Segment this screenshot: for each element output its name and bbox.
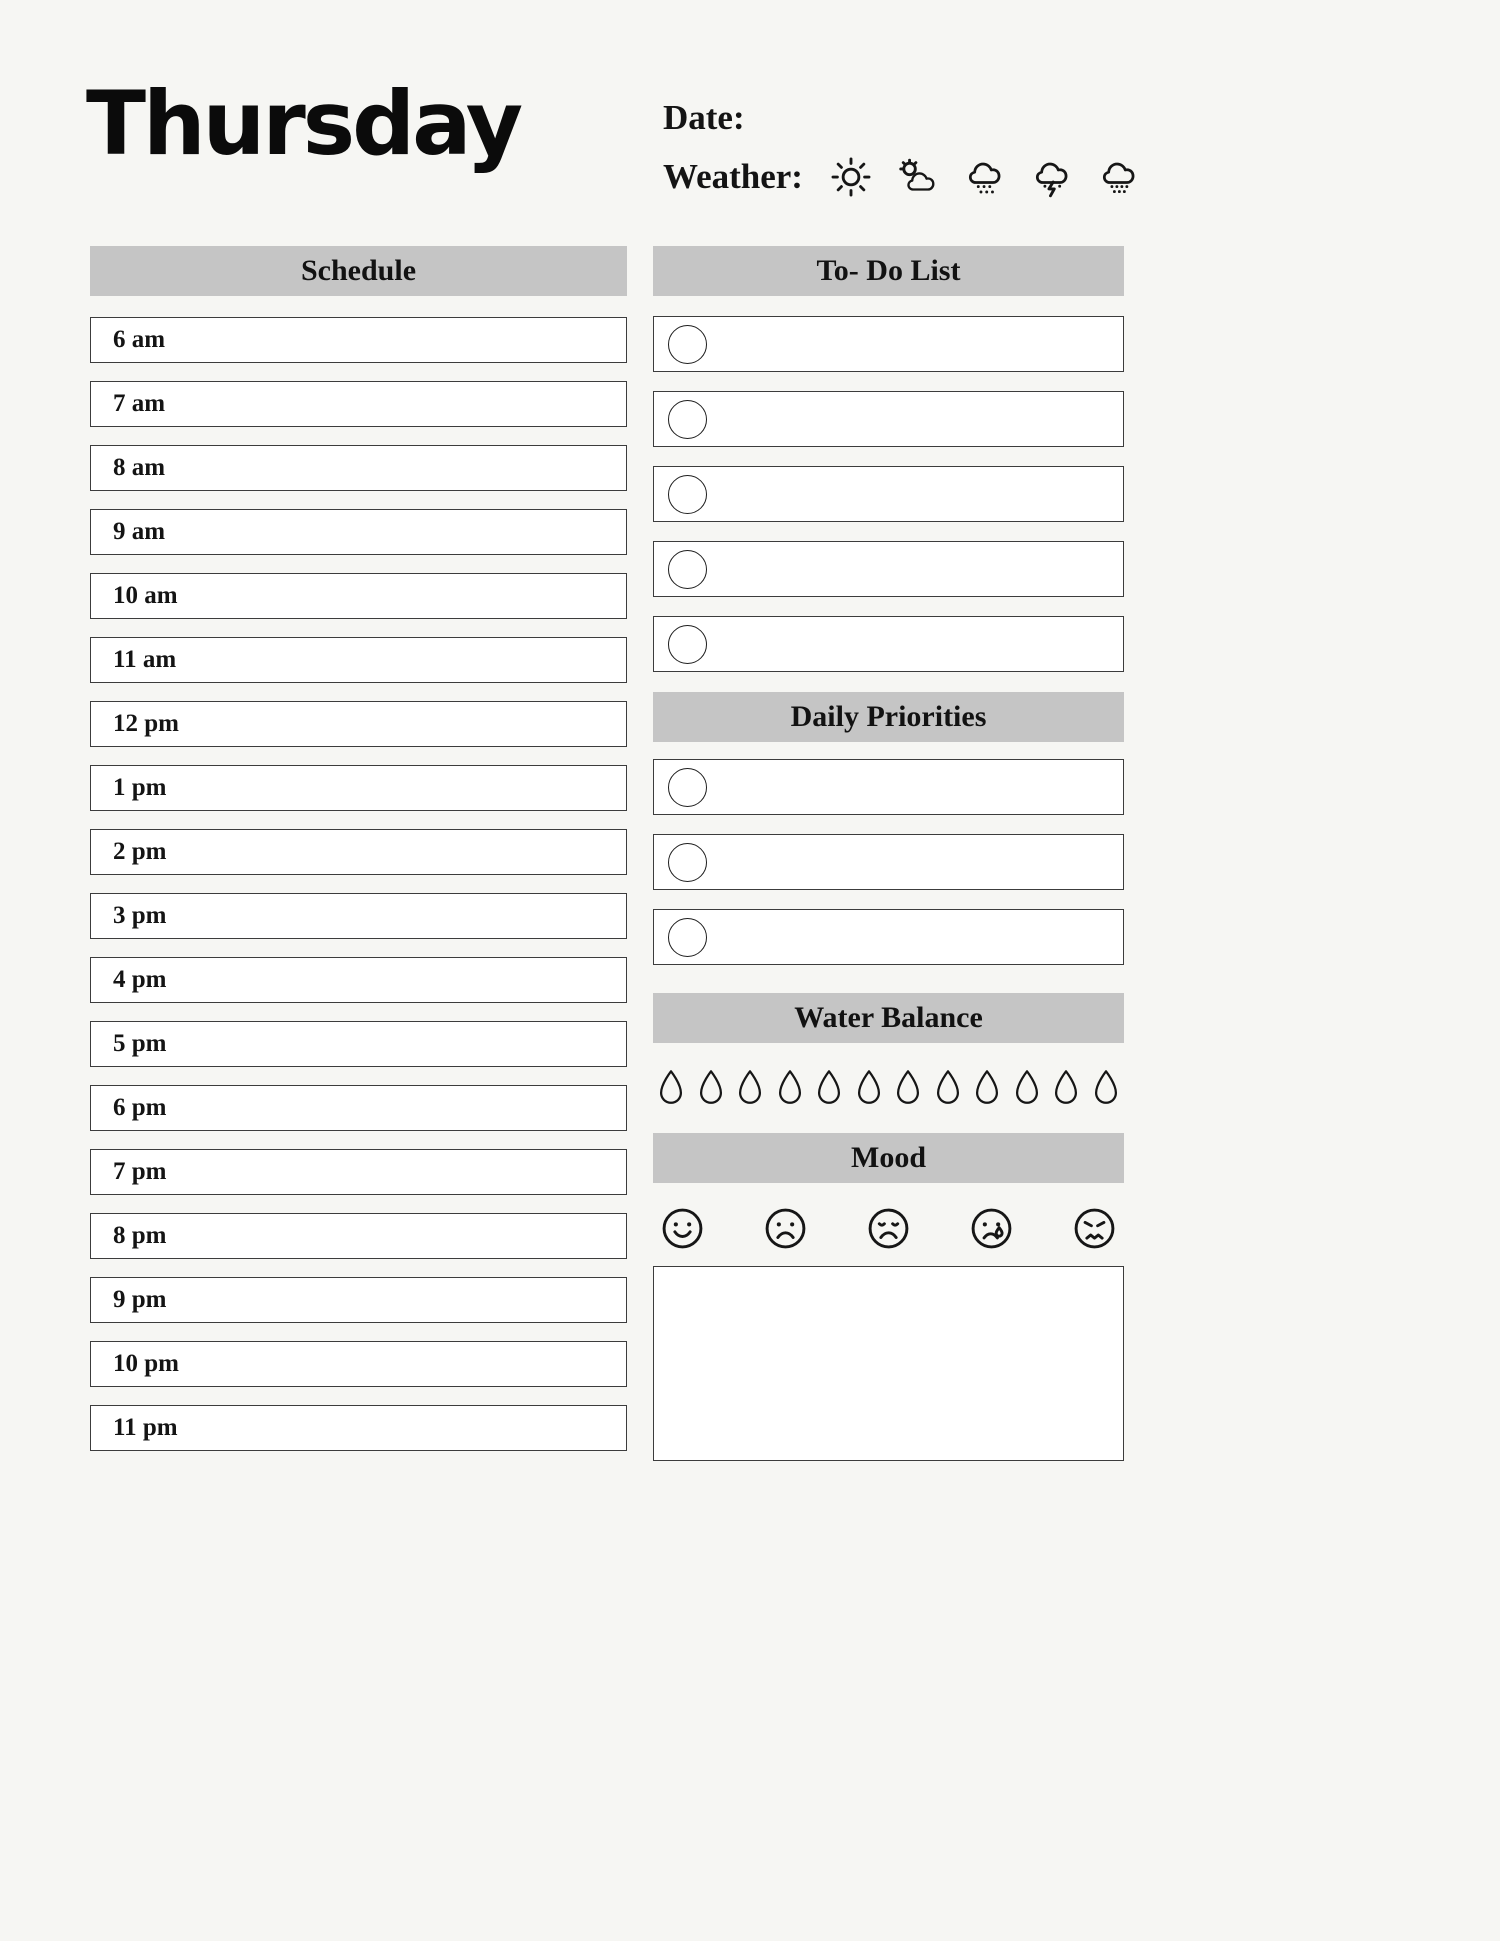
schedule-slot-label: 7 pm [113, 1158, 167, 1185]
priority-checkbox-circle[interactable] [668, 843, 707, 882]
water-drop-icon[interactable] [814, 1067, 844, 1111]
water-drop-icon[interactable] [1091, 1067, 1121, 1111]
schedule-slot-label: 12 pm [113, 710, 179, 737]
priority-checkbox-circle[interactable] [668, 768, 707, 807]
sun-behind-cloud-icon[interactable] [895, 154, 941, 200]
schedule-slot[interactable] [90, 957, 627, 1003]
schedule-slot[interactable] [90, 765, 627, 811]
date-label: Date: [663, 98, 745, 137]
mood-angry-icon[interactable] [1071, 1205, 1118, 1252]
water-drop-icon[interactable] [1012, 1067, 1042, 1111]
water-drop-icon[interactable] [656, 1067, 686, 1111]
schedule-header: Schedule [90, 246, 627, 296]
mood-selector [653, 1205, 1124, 1252]
mood-weary-icon[interactable] [865, 1205, 912, 1252]
priority-checkbox-circle[interactable] [668, 918, 707, 957]
schedule-slot[interactable] [90, 381, 627, 427]
water-drop-icon[interactable] [1051, 1067, 1081, 1111]
right-column [653, 246, 1124, 1461]
schedule-slot-label: 6 pm [113, 1094, 167, 1121]
water-drop-icon[interactable] [893, 1067, 923, 1111]
schedule-slot-label: 8 pm [113, 1222, 167, 1249]
schedule-slot[interactable] [90, 509, 627, 555]
water-drop-icon[interactable] [696, 1067, 726, 1111]
water-drop-icon[interactable] [972, 1067, 1002, 1111]
schedule-slot[interactable] [90, 701, 627, 747]
mood-header: Mood [653, 1133, 1124, 1183]
priority-row[interactable] [653, 759, 1124, 815]
water-balance-header: Water Balance [653, 993, 1124, 1043]
schedule-slot[interactable] [90, 893, 627, 939]
todo-checkbox-circle[interactable] [668, 325, 707, 364]
water-drop-tracker [653, 1067, 1124, 1111]
schedule-slot-label: 8 am [113, 454, 166, 481]
todo-checkbox-circle[interactable] [668, 400, 707, 439]
todo-row[interactable] [653, 391, 1124, 447]
schedule-slot-label: 9 pm [113, 1286, 167, 1313]
schedule-slot-label: 4 pm [113, 966, 167, 993]
schedule-slot[interactable] [90, 1149, 627, 1195]
schedule-slot[interactable] [90, 1085, 627, 1131]
todo-checkbox-circle[interactable] [668, 550, 707, 589]
water-drop-icon[interactable] [775, 1067, 805, 1111]
schedule-slot[interactable] [90, 573, 627, 619]
schedule-slot[interactable] [90, 637, 627, 683]
water-drop-icon[interactable] [933, 1067, 963, 1111]
mood-happy-icon[interactable] [659, 1205, 706, 1252]
todo-header: To- Do List [653, 246, 1124, 296]
schedule-slot-label: 10 am [113, 582, 178, 609]
todo-row[interactable] [653, 541, 1124, 597]
todo-row[interactable] [653, 466, 1124, 522]
schedule-slot-label: 11 pm [113, 1414, 178, 1441]
schedule-slot-list [90, 317, 627, 1451]
page-title: Thursday [86, 72, 521, 175]
schedule-slot[interactable] [90, 317, 627, 363]
rain-cloud-icon[interactable] [962, 154, 1008, 200]
priority-row[interactable] [653, 834, 1124, 890]
todo-checkbox-circle[interactable] [668, 475, 707, 514]
schedule-column [90, 246, 627, 1451]
priority-row[interactable] [653, 909, 1124, 965]
mood-crying-icon[interactable] [968, 1205, 1015, 1252]
schedule-slot-label: 10 pm [113, 1350, 179, 1377]
schedule-slot-label: 6 am [113, 326, 166, 353]
schedule-slot[interactable] [90, 1341, 627, 1387]
storm-cloud-icon[interactable] [1029, 154, 1075, 200]
todo-row[interactable] [653, 316, 1124, 372]
weather-row [663, 154, 1133, 200]
schedule-slot-label: 7 am [113, 390, 166, 417]
schedule-slot[interactable] [90, 445, 627, 491]
priorities-list [653, 759, 1124, 965]
schedule-slot-label: 3 pm [113, 902, 167, 929]
todo-checkbox-circle[interactable] [668, 625, 707, 664]
schedule-slot[interactable] [90, 1277, 627, 1323]
schedule-slot-label: 2 pm [113, 838, 167, 865]
schedule-slot-label: 9 am [113, 518, 166, 545]
water-drop-icon[interactable] [854, 1067, 884, 1111]
schedule-slot[interactable] [90, 1405, 627, 1451]
schedule-slot-label: 5 pm [113, 1030, 167, 1057]
todo-list [653, 316, 1124, 672]
priorities-header: Daily Priorities [653, 692, 1124, 742]
sun-icon[interactable] [828, 154, 874, 200]
notes-box[interactable] [653, 1266, 1124, 1461]
schedule-slot-label: 11 am [113, 646, 177, 673]
drizzle-cloud-icon[interactable] [1096, 154, 1142, 200]
mood-sad-icon[interactable] [762, 1205, 809, 1252]
water-drop-icon[interactable] [735, 1067, 765, 1111]
weather-label: Weather: [663, 157, 803, 196]
schedule-slot[interactable] [90, 1213, 627, 1259]
schedule-slot[interactable] [90, 829, 627, 875]
schedule-slot[interactable] [90, 1021, 627, 1067]
meta-section [663, 98, 1133, 200]
todo-row[interactable] [653, 616, 1124, 672]
schedule-slot-label: 1 pm [113, 774, 167, 801]
